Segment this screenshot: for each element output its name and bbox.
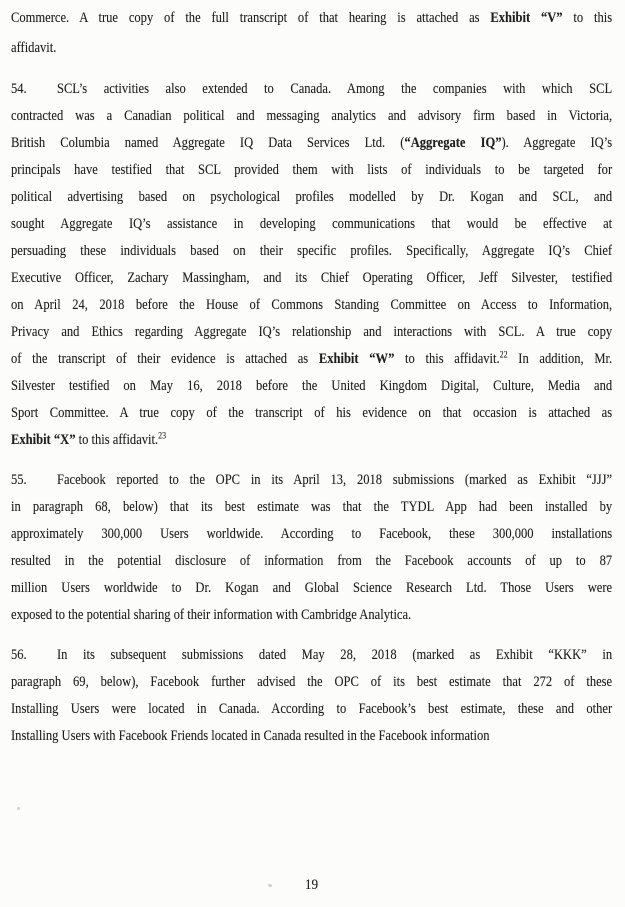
text-line [11,319,612,346]
paragraph-54 [11,76,612,454]
text-run: paragraph 69, below), Facebook further advised the OPC of its best estimate that 272 of these [11,674,613,690]
text-line [11,238,612,265]
scan-artifact-dot [17,807,20,810]
text-run: ). Aggregate IQ’s [501,135,613,151]
text-run: Facebook reported to the OPC in its April 13, 2018 submissions (marked as Exhibit “JJJ” [56,472,613,488]
text-line [11,400,612,427]
text-run: In its subsequent submissions dated May 28, 2018 (marked as Exhibit “KKK” in [56,647,613,663]
text-run: Exhibit “V” [490,10,563,26]
text-line [11,184,612,211]
text-run: Privacy and Ethics regarding Aggregate IQ’s relationship and interactions with SCL. A true copy [11,324,613,340]
text-run: to this [562,10,613,26]
text-line [11,373,612,400]
text-line [11,3,612,33]
text-run: affidavit. [11,40,57,56]
text-run: Sport Committee. A true copy of the transcript of his evidence on that occasion is attached as [11,405,613,421]
text-line [11,467,612,494]
text-line [11,642,612,669]
footnote-reference: 22 [499,349,508,360]
text-line [11,669,612,696]
text-line [11,76,612,103]
text-line [11,265,612,292]
footnote-reference: 23 [158,430,167,441]
text-line [11,346,612,373]
page-text-block [11,3,612,763]
text-line [11,575,612,602]
text-run: Exhibit “X” [11,432,76,448]
text-run: million Users worldwide to Dr. Kogan and Global Science Research Ltd. Those Users were [11,580,613,596]
text-run: Installing Users with Facebook Friends located in Canada resulted in the Facebook information [11,728,490,744]
text-run: contracted was a Canadian political and messaging analytics and advisory firm based in Victoria, [11,108,613,124]
text-line [11,427,612,454]
text-line [11,602,612,629]
text-line [11,723,612,750]
paragraph-number: 55. [11,472,27,488]
text-run: Executive Officer, Zachary Massingham, and its Chief Operating Officer, Jeff Silvester, testified [11,270,613,286]
paragraph-56 [11,642,612,750]
text-run: resulted in the potential disclosure of information from the Facebook accounts of up to 87 [11,553,613,569]
paragraph-number: 54. [11,81,27,97]
text-line [11,521,612,548]
paragraph-53-continuation [11,3,612,63]
text-run: British Columbia named Aggregate IQ Data Services Ltd. ( [11,135,405,151]
text-run: in paragraph 68, below) that its best estimate was that the TYDL App had been installed by [11,499,613,515]
text-run: principals have testified that SCL provided them with lists of individuals to be targeted for [11,162,613,178]
text-run: to this affidavit. [75,432,159,448]
paragraph-number: 56. [11,647,27,663]
text-run: In addition, Mr. [507,351,613,367]
text-line [11,292,612,319]
text-run: Exhibit “W” [318,351,395,367]
text-run: of the transcript of their evidence is attached as [11,351,319,367]
text-line [11,103,612,130]
text-run: persuading these individuals based on their specific profiles. Specifically, Aggregate IQ’s Chief [11,243,613,259]
text-run: Commerce. A true copy of the full transcript of that hearing is attached as [11,10,491,26]
text-run: on April 24, 2018 before the House of Commons Standing Committee on Access to Information, [11,297,613,313]
text-line [11,696,612,723]
paragraph-55 [11,467,612,629]
text-line [11,130,612,157]
text-run: Silvester testified on May 16, 2018 before the United Kingdom Digital, Culture, Media and [11,378,613,394]
page-number: 19 [304,877,319,893]
text-run: political advertising based on psychological profiles modelled by Dr. Kogan and SCL, and [11,189,613,205]
text-line [11,494,612,521]
text-run: “Aggregate IQ” [404,135,502,151]
text-line [11,211,612,238]
text-line [11,157,612,184]
text-run: Installing Users were located in Canada. According to Facebook’s best estimate, these and other [11,701,613,717]
text-run: approximately 300,000 Users worldwide. According to Facebook, these 300,000 installations [11,526,613,542]
text-line [11,33,612,63]
text-run: exposed to the potential sharing of their information with Cambridge Analytica. [11,607,412,623]
text-run: sought Aggregate IQ’s assistance in developing communications that would be effective at [11,216,613,232]
text-run: SCL’s activities also extended to Canada. Among the companies with which SCL [56,81,613,97]
text-run: to this affidavit. [394,351,500,367]
text-line [11,548,612,575]
